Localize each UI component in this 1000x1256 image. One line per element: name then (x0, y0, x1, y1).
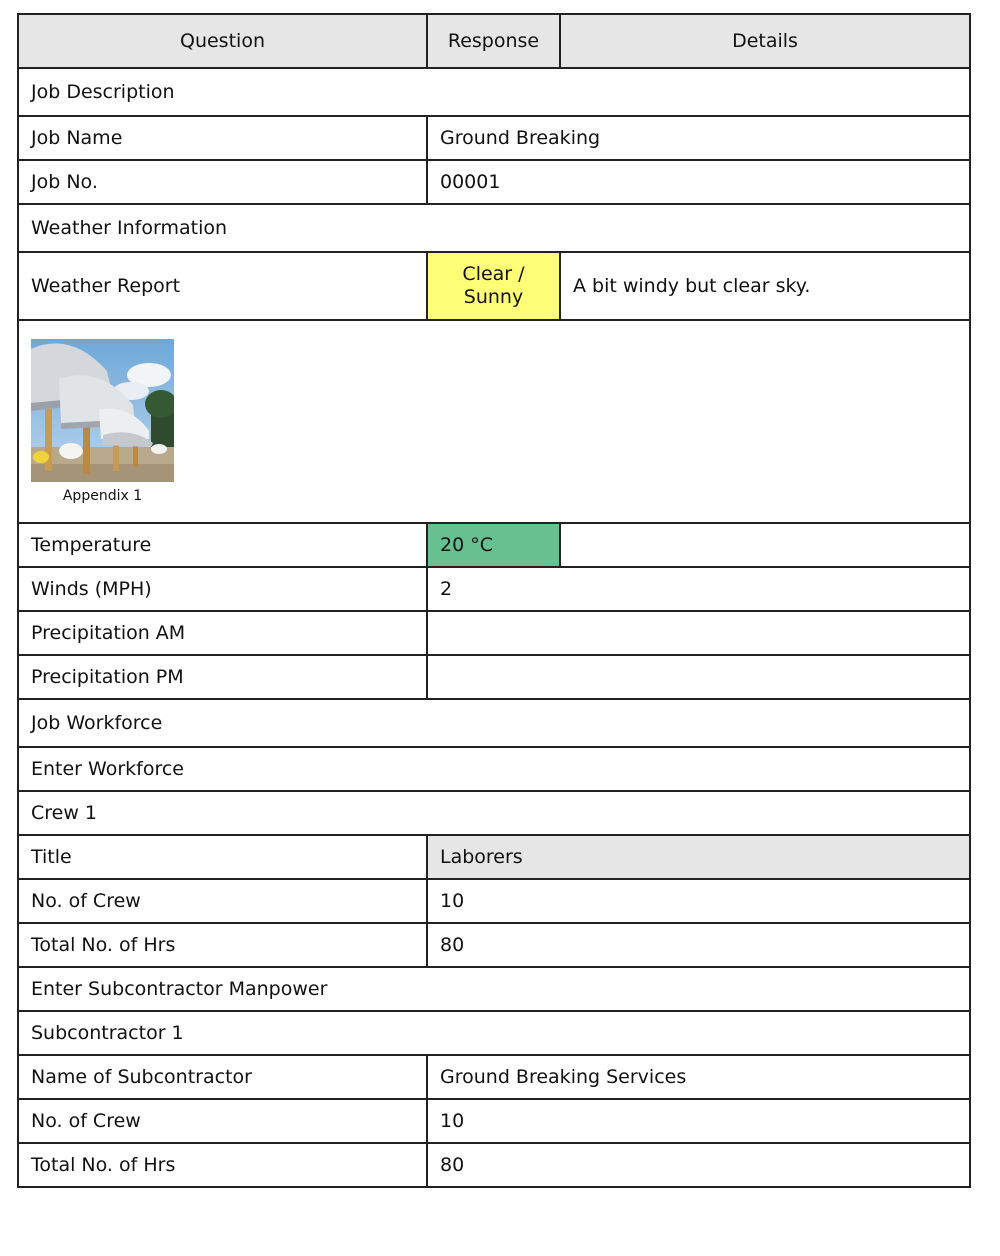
job-name-label: Job Name (18, 116, 427, 160)
crew-title-value[interactable]: Laborers (427, 835, 970, 879)
weather-report-details[interactable]: A bit windy but clear sky. (560, 252, 970, 320)
photo-figure (31, 339, 174, 504)
table-row (18, 1143, 970, 1187)
crew-count-label: No. of Crew (18, 879, 427, 923)
table-row (18, 523, 970, 567)
daily-report-table (17, 13, 971, 1188)
column-header-question: Question (18, 14, 427, 68)
table-row (18, 611, 970, 655)
section-title: Job Description (18, 68, 970, 116)
job-no-value[interactable]: 00001 (427, 160, 970, 204)
table-row (18, 1055, 970, 1099)
subcontractor-heading: Subcontractor 1 (18, 1011, 970, 1055)
temperature-value[interactable]: 20 °C (427, 523, 560, 567)
hard-hat-photo[interactable] (31, 339, 174, 482)
table-row (18, 791, 970, 835)
section-job-workforce (18, 699, 970, 747)
crew-heading: Crew 1 (18, 791, 970, 835)
subcontractor-hours-value[interactable]: 80 (427, 1143, 970, 1187)
subcontractor-count-value[interactable]: 10 (427, 1099, 970, 1143)
precipitation-am-value[interactable] (427, 611, 970, 655)
temperature-label: Temperature (18, 523, 427, 567)
temperature-details[interactable] (560, 523, 970, 567)
table-row (18, 655, 970, 699)
subcontractor-name-label: Name of Subcontractor (18, 1055, 427, 1099)
crew-title-label: Title (18, 835, 427, 879)
enter-workforce-label: Enter Workforce (18, 747, 970, 791)
weather-report-label: Weather Report (18, 252, 427, 320)
subcontractor-hours-label: Total No. of Hrs (18, 1143, 427, 1187)
table-row (18, 1099, 970, 1143)
crew-hours-label: Total No. of Hrs (18, 923, 427, 967)
winds-value[interactable]: 2 (427, 567, 970, 611)
crew-hours-value[interactable]: 80 (427, 923, 970, 967)
job-no-label: Job No. (18, 160, 427, 204)
precipitation-pm-value[interactable] (427, 655, 970, 699)
photo-cell (18, 320, 970, 523)
subcontractor-name-value[interactable]: Ground Breaking Services (427, 1055, 970, 1099)
table-row (18, 252, 970, 320)
table-row (18, 116, 970, 160)
table-row (18, 967, 970, 1011)
crew-count-value[interactable]: 10 (427, 879, 970, 923)
column-header-details: Details (560, 14, 970, 68)
weather-report-value[interactable]: Clear / Sunny (427, 252, 560, 320)
table-row (18, 567, 970, 611)
table-row (18, 160, 970, 204)
table-row (18, 835, 970, 879)
section-weather-information (18, 204, 970, 252)
table-row (18, 747, 970, 791)
section-title: Weather Information (18, 204, 970, 252)
enter-subcontractor-label: Enter Subcontractor Manpower (18, 967, 970, 1011)
column-header-response: Response (427, 14, 560, 68)
precipitation-am-label: Precipitation AM (18, 611, 427, 655)
table-row (18, 923, 970, 967)
precipitation-pm-label: Precipitation PM (18, 655, 427, 699)
section-job-description (18, 68, 970, 116)
photo-caption: Appendix 1 (62, 488, 143, 504)
section-title: Job Workforce (18, 699, 970, 747)
winds-label: Winds (MPH) (18, 567, 427, 611)
subcontractor-count-label: No. of Crew (18, 1099, 427, 1143)
table-header-row (18, 14, 970, 68)
table-row (18, 879, 970, 923)
table-row (18, 1011, 970, 1055)
job-name-value[interactable]: Ground Breaking (427, 116, 970, 160)
table-row (18, 320, 970, 523)
